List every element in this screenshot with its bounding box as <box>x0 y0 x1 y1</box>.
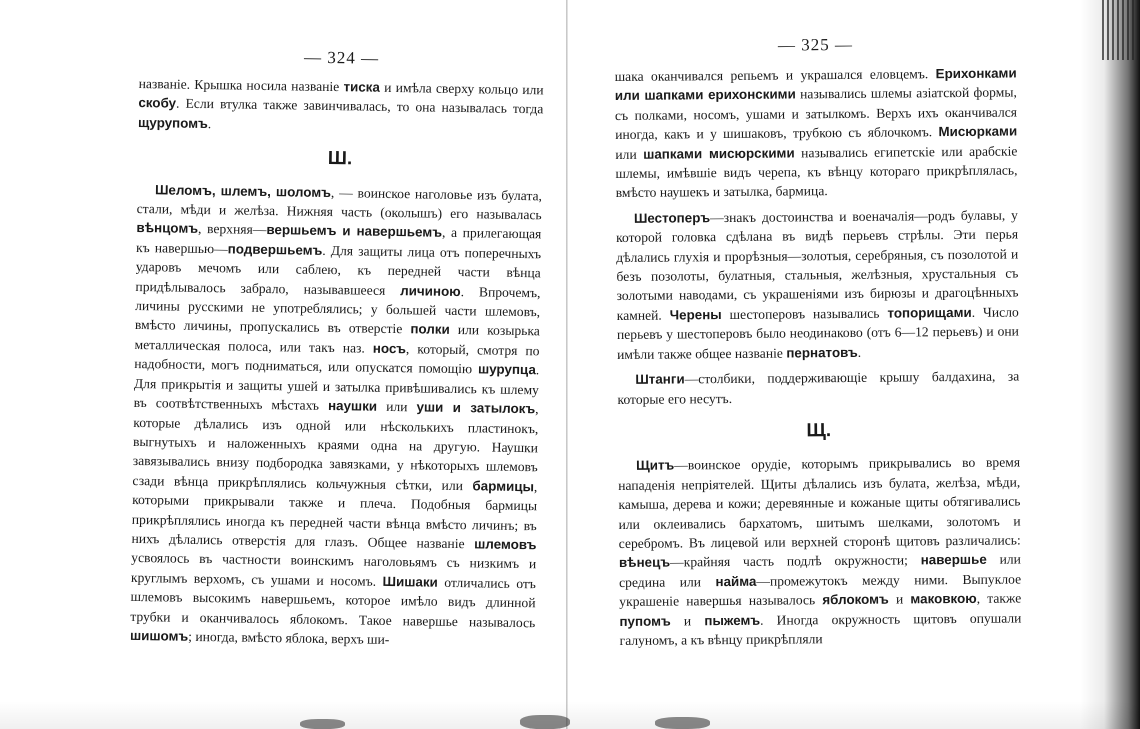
text-run: шестоперовъ назывались <box>721 305 888 322</box>
term-bold: личиною <box>400 282 461 299</box>
term-bold: щурупомъ <box>137 114 208 131</box>
paragraph <box>616 205 1019 364</box>
text-run: , который, смотря по надобности, могъ подниматься, или опускатся помощію <box>134 341 540 377</box>
left-page <box>130 0 545 652</box>
term-bold: топорищами <box>887 304 972 321</box>
text-run: . Для защиты лица отъ поперечныхъ ударовъ мечомъ или саблею, къ передней части вѣнца придѣлывалось забрало, называвшееся <box>135 242 542 298</box>
text-run: . Для прикрытія и защиты ушей и затылка привѣшивались къ шлему въ соотвѣтственныхъ мѣстахъ <box>133 362 540 414</box>
text-run: , — воинское наголовье изъ булата, стали, мѣди и желѣза. Нижняя часть (околышъ) его называлась <box>136 184 543 223</box>
page-edge-stack <box>1102 0 1138 60</box>
page-fold <box>566 0 568 729</box>
text-run: , верхняя— <box>197 221 267 238</box>
text-run: —крайняя часть подлѣ окружности; <box>670 552 921 570</box>
term-bold: Черены <box>669 306 722 323</box>
text-run: —воинское орудіе, которымъ прикрывались во время нападенія непріятелей. Щиты дѣлались изъ булата, желѣза, мѣди, камыша, дерева и кожи; деревянные и кожаные щиты обтягивались или оклеивались бархатомъ, шитымъ шелками, золотомъ и серебромъ. Въ лицевой или верхней сторонѣ щитовъ различались: <box>618 454 1021 551</box>
term-bold: вѣнцомъ <box>136 220 199 237</box>
term-bold: вершьемъ и навершьемъ <box>266 222 443 241</box>
term-bold: Штанги <box>635 371 685 387</box>
term-bold: шурупца <box>477 361 536 378</box>
term-bold: Щитъ <box>635 457 675 474</box>
term-bold: Ерихонками или шапками ерихонскими <box>614 65 1017 104</box>
text-run: усвоялось въ частности воинскимъ наголовьямъ съ низкимъ и круглымъ верхомъ, съ ушами и носомъ. <box>130 550 537 589</box>
text-run: и имѣла сверху кольцо или <box>379 79 544 98</box>
term-bold: наушки <box>327 398 378 414</box>
text-run: —столбики, поддерживающіе крышу балдахина, за которые его несутъ. <box>617 368 1020 407</box>
term-bold: носъ <box>372 340 407 357</box>
right-column <box>615 63 1022 650</box>
term-bold: Шишаки <box>382 573 438 590</box>
left-column <box>130 74 544 652</box>
text-run: или средина или <box>619 551 1021 590</box>
term-bold: навершье <box>920 552 987 568</box>
text-run: . Число перьевъ у шестоперовъ было неодинаково (отъ 6—12 перьевъ) и они имѣли также общее названіе <box>616 304 1019 362</box>
text-run: . Иногда окружность щитовъ опушали галуномъ, а къ вѣнцу прикрѣпляли <box>619 610 1022 648</box>
term-bold: бармицы <box>472 478 535 494</box>
term-bold: пыжемъ <box>704 612 761 628</box>
text-run: назывались шлемы азіатской формы, съ полками, носомъ, ушами и затылкомъ. Верхъ ихъ оканчивался иногда, какъ и у шишаковъ, трубкою съ яблочкомъ. <box>614 84 1018 143</box>
scan-blot <box>520 715 570 729</box>
paragraph <box>617 367 1019 409</box>
section-letter: Щ. <box>806 420 832 442</box>
page-number: — 325 — <box>777 34 853 55</box>
text-run: , а прилегающая къ навершью— <box>135 225 542 257</box>
text-run: , также <box>976 590 1022 607</box>
term-bold: тиска <box>343 79 381 95</box>
scan-blot <box>655 717 710 729</box>
term-bold: найма <box>715 573 757 589</box>
text-run: или <box>376 398 417 415</box>
term-bold: шлемовъ <box>474 536 537 553</box>
term-bold: маковкою <box>910 591 977 607</box>
text-run: . Впрочемъ, личины русскими не употреблялись; у большей части шлемовъ, вмѣсто личины, пропускались въ отверстіе <box>134 283 541 337</box>
paragraph <box>138 74 544 139</box>
text-run: и <box>888 591 911 607</box>
paragraph <box>130 180 542 652</box>
text-run: или <box>615 146 644 162</box>
text-run: , которыми прикрывали также и плеча. Подобныя бармицы прикрѣплялись иногда къ передней части вѣнца вмѣсто личинъ; въ нихъ дѣлались отверстія для глазъ. Общее названіе <box>131 478 538 552</box>
text-run: шака оканчивался репьемъ и украшался еловцемъ. <box>614 66 936 84</box>
text-run: . <box>207 115 212 131</box>
text-run: . Если втулка также завинчивалась, то она называлась тогда <box>175 95 544 117</box>
text-run: ; иногда, вмѣсто яблока, верхъ ши- <box>188 628 390 647</box>
term-bold: шишомъ <box>129 627 189 644</box>
text-run: назывались египетскіе или арабскіе шлемы, имѣвшіе видъ черепа, къ вѣнцу котораго прикрѣплялась, вмѣсто наушекъ и затылка, бармица. <box>615 143 1018 201</box>
scan-blot <box>300 719 345 729</box>
right-page <box>614 0 1022 650</box>
paragraph <box>618 453 1022 651</box>
text-run: или козырька металлическая полоса, или такъ наз. <box>134 322 540 356</box>
paragraph <box>615 63 1018 202</box>
bottom-shadow <box>0 701 1140 729</box>
term-bold: шапками мисюрскими <box>643 145 795 162</box>
term-bold: подвершьемъ <box>227 241 323 258</box>
term-bold: Мисюрками <box>938 123 1018 140</box>
page-number: — 324 — <box>303 47 380 68</box>
term-bold: яблокомъ <box>822 591 889 608</box>
section-letter: Ш. <box>327 148 353 170</box>
term-bold: Шеломъ, шлемъ, шоломъ <box>154 181 332 200</box>
text-run: , которые дѣлались изъ одной или нѣсколькихъ пластинокъ, выгнутыхъ и наложенныхъ краями одна на другую. Наушки завязывались внизу подбородка завязками, у нѣкоторыхъ шлемовъ сзади вѣнца прикрѣплялись кольчужныя сѣтки, или <box>132 401 539 494</box>
text-run: —промежутокъ между ними. Выпуклое украшеніе навершья называлось <box>619 571 1022 610</box>
term-bold: вѣнецъ <box>618 554 671 571</box>
term-bold: пупомъ <box>619 613 671 629</box>
text-run: названіе. Крышка носила названіе <box>138 75 344 95</box>
term-bold: пернатовъ <box>786 344 858 361</box>
term-bold: Шестоперъ <box>633 210 711 226</box>
term-bold: скобу <box>138 95 177 111</box>
text-run: отличались отъ шлемовъ высокимъ навершьемъ, которое имѣло видъ длинной трубки и оканчивалось яблокомъ. Такое навершье называлось <box>130 574 537 630</box>
term-bold: уши и затылокъ <box>416 399 536 417</box>
term-bold: полки <box>410 321 450 338</box>
text-run: . <box>857 344 862 360</box>
page-edge-shadow <box>1080 0 1140 729</box>
text-run: и <box>670 612 705 629</box>
text-run: —знакъ достоинства и военачалія—родъ булавы, у которой головка сдѣлана въ видѣ перьевъ стрѣлы. Эти перья дѣлались глухія и прорѣзныя—золотыя, серебряныя, съ позолотой и безъ позолоты, булатныя, стальныя, желѣзныя, хрустальныя съ золотыми наводами, съ украшеніями изъ бирюзы и драгоцѣнныхъ камней. <box>616 207 1019 323</box>
